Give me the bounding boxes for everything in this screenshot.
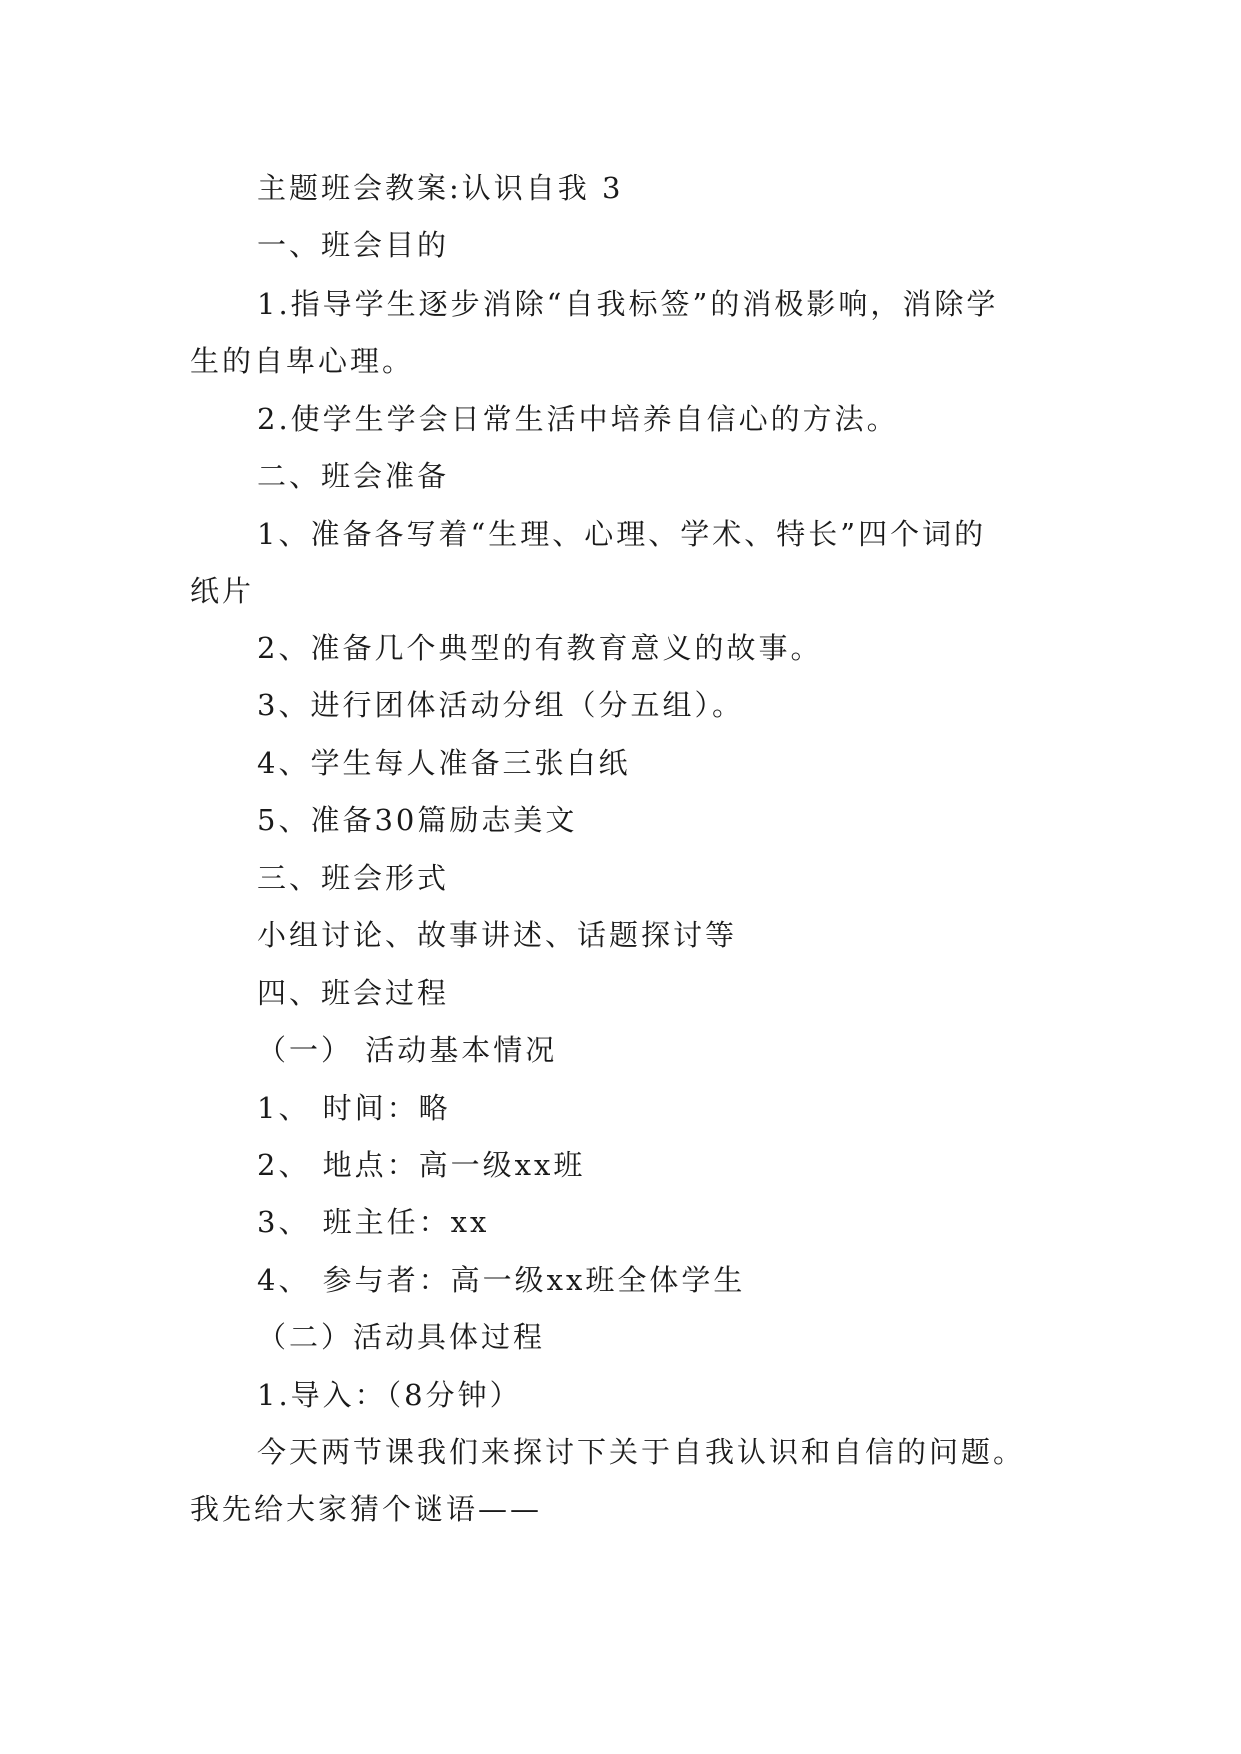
section-heading-format: 三、班会形式 <box>257 861 450 895</box>
format-text: 小组讨论、故事讲述、话题探讨等 <box>257 918 738 952</box>
purpose-item-1-line-2: 生的自卑心理。 <box>190 344 415 378</box>
purpose-item-1-line-1: 1.指导学生逐步消除“自我标签”的消极影响，消除学 <box>257 287 999 321</box>
process-basic-item-4: 4、 参与者：高一级xx班全体学生 <box>257 1263 746 1297</box>
preparation-item-3: 3、进行团体活动分组（分五组）。 <box>257 688 744 722</box>
process-detail-heading: （二）活动具体过程 <box>257 1320 546 1354</box>
process-basic-item-1: 1、 时间：略 <box>257 1091 451 1125</box>
document-title: 主题班会教案:认识自我 3 <box>257 171 624 205</box>
process-detail-item-1: 1.导入：（8分钟） <box>257 1378 522 1412</box>
preparation-item-1-line-1: 1、准备各写着“生理、心理、学术、特长”四个词的 <box>257 517 987 551</box>
purpose-item-2: 2.使学生学会日常生活中培养自信心的方法。 <box>257 402 899 436</box>
process-basic-item-3: 3、 班主任：xx <box>257 1205 490 1239</box>
preparation-item-4: 4、学生每人准备三张白纸 <box>257 746 631 780</box>
preparation-item-5: 5、准备30篇励志美文 <box>257 803 578 837</box>
section-heading-purpose: 一、班会目的 <box>257 228 450 262</box>
preparation-item-2: 2、准备几个典型的有教育意义的故事。 <box>257 631 823 665</box>
process-detail-paragraph-line-2: 我先给大家猜个谜语—— <box>190 1492 543 1526</box>
preparation-item-1-line-2: 纸片 <box>190 574 255 608</box>
process-basic-item-2: 2、 地点：高一级xx班 <box>257 1148 586 1182</box>
process-detail-paragraph-line-1: 今天两节课我们来探讨下关于自我认识和自信的问题。 <box>257 1435 1026 1469</box>
section-heading-preparation: 二、班会准备 <box>257 459 450 493</box>
section-heading-process: 四、班会过程 <box>257 976 450 1010</box>
process-basic-heading: （一） 活动基本情况 <box>257 1033 558 1067</box>
